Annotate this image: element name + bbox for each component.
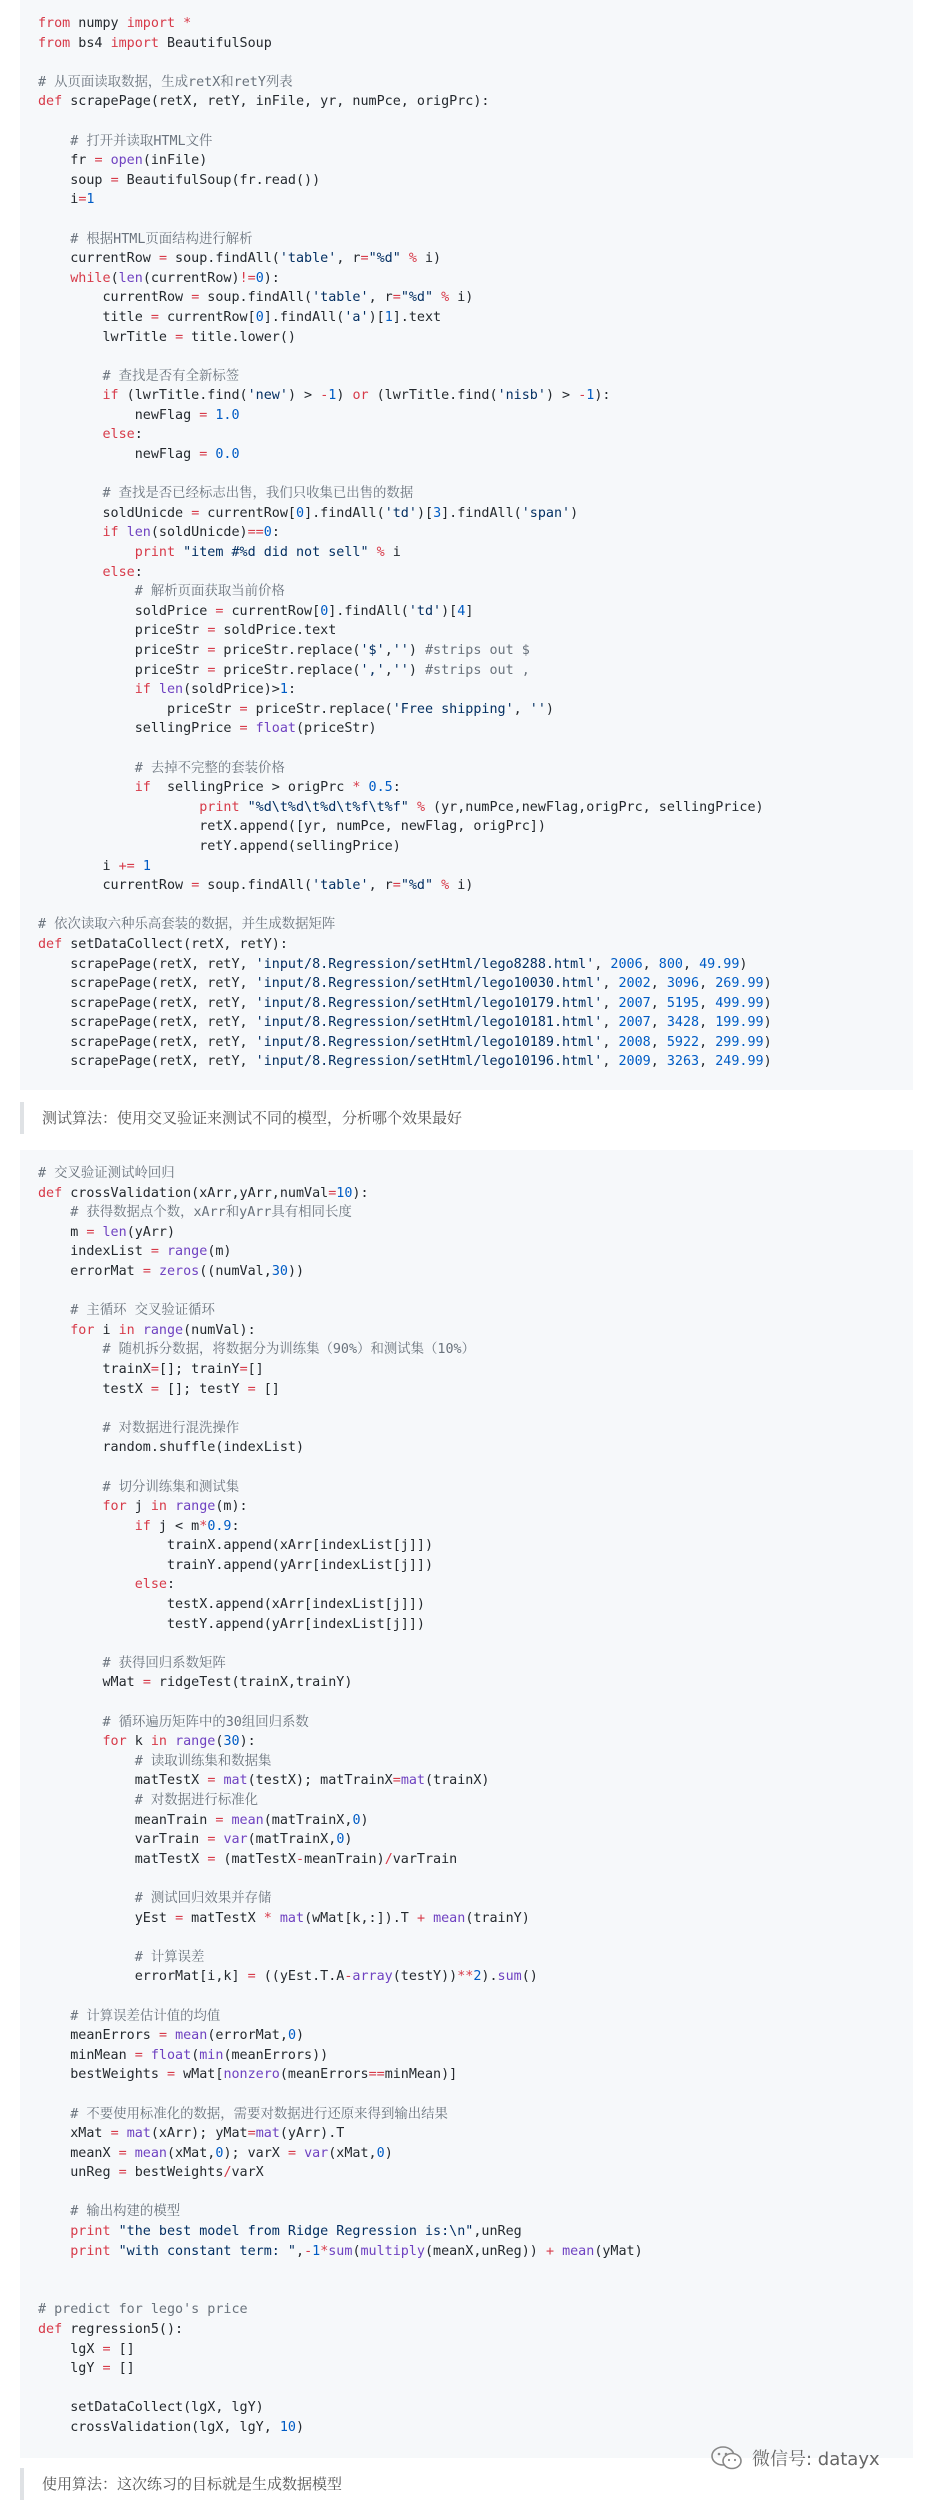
wechat-watermark [710, 2445, 880, 2471]
watermark-text: 微信号: datayx [752, 2449, 880, 2470]
code-block-cross-validation [20, 1150, 913, 2458]
code-block-scrape [20, 0, 913, 1090]
code-content: # 交叉验证测试岭回归 def crossValidation(xArr,yArr,numVal=10): # 获得数据点个数，xArr和yArr具有相同长度 m = len(yArr) indexList = range(m) errorMat = zeros((numVal,30)) # 主循环 交叉验证循环 for i in range(numVal): # 随机拆分数据，将数据分为训练集（90%）和测试集（10%） trainX=[]; trainY=[] testX = []; testY = [] # 对数据进行混洗操作 random.shuffle(indexList) # 切分训练集和测试集 for j in range(m): if j < m*0.9: trainX.append(xArr[indexList[j]]) trainY.append(yArr[indexList[j]]) else: testX.append(xArr[indexList[j]]) testY.append(yArr[indexList[j]]) # 获得回归系数矩阵 wMat = ridgeTest(trainX,trainY) # 循环遍历矩阵中的30组回归系数 for k in range(30): # 读取训练集和数据集 matTestX = mat(testX); matTrainX=mat(trainX) # 对数据进行标准化 meanTrain = mean(matTrainX,0) varTrain = var(matTrainX,0) matTestX = (matTestX-meanTrain)/varTrain # 测试回归效果并存储 yEst = matTestX * mat(wMat[k,:]).T + mean(trainY) # 计算误差 errorMat[i,k] = ((yEst.T.A-array(testY))**2).sum() # 计算误差估计值的均值 meanErrors = mean(errorMat,0) minMean = float(min(meanErrors)) bestWeights = wMat[nonzero(meanErrors==minMean)] # 不要使用标准化的数据，需要对数据进行还原来得到输出结果 xMat = mat(xArr); yMat=mat(yArr).T meanX = mean(xMat,0); varX = var(xMat,0) unReg = bestWeights/varX # 输出构建的模型 print "the best model from Ridge Regression is:\n",unReg print "with constant term: ",-1*sum(multiply(meanX,unReg)) + mean(yMat) # predict for lego's price def regression5(): lgX = [] lgY = [] setDataCollect(lgX, lgY) crossValidation(lgX, lgY, 10) [38, 1166, 643, 2435]
wechat-icon [710, 2445, 744, 2471]
section-note-test-algorithm [20, 1102, 913, 1134]
note-text: 测试算法：使用交叉验证来测试不同的模型，分析哪个效果最好 [42, 1109, 463, 1127]
note-text: 使用算法：这次练习的目标就是生成数据模型 [42, 2475, 343, 2493]
section-note-use-algorithm [20, 2468, 913, 2500]
code-content: from numpy import * from bs4 import BeautifulSoup # 从页面读取数据，生成retX和retY列表 def scrapePage(retX, retY, inFile, yr, numPce, origPrc): # 打开并读取HTML文件 fr = open(inFile) soup = BeautifulSoup(fr.read()) i=1 # 根据HTML页面结构进行解析 currentRow = soup.findAll('table', r="%d" % i) while(len(currentRow)!=0): currentRow = soup.findAll('table', r="%d" % i) title = currentRow[0].findAll('a')[1].text lwrTitle = title.lower() # 查找是否有全新标签 if (lwrTitle.find('new') > -1) or (lwrTitle.find('nisb') > -1): newFlag = 1.0 else: newFlag = 0.0 # 查找是否已经标志出售，我们只收集已出售的数据 soldUnicde = currentRow[0].findAll('td')[3].findAll('span') if len(soldUnicde)==0: print "item #%d did not sell" % i else: # 解析页面获取当前价格 soldPrice = currentRow[0].findAll('td')[4] priceStr = soldPrice.text priceStr = priceStr.replace('$','') #strips out $ priceStr = priceStr.replace(',','') #strips out , if len(soldPrice)>1: priceStr = priceStr.replace('Free shipping', '') sellingPrice = float(priceStr) # 去掉不完整的套装价格 if sellingPrice > origPrc * 0.5: print "%d\t%d\t%d\t%f\t%f" % (yr,numPce,newFlag,origPrc, sellingPrice) retX.append([yr, numPce, newFlag, origPrc]) retY.append(sellingPrice) i += 1 currentRow = soup.findAll('table', r="%d" % i) # 依次读取六种乐高套装的数据，并生成数据矩阵 def setDataCollect(retX, retY): scrapePage(retX, retY, 'input/8.Regression/setHtml/lego8288.html', 2006, 800, 49.99) scrapePage(retX, retY, 'input/8.Regression/setHtml/lego10030.html', 2002, 3096, 269.99) scrapePage(retX, retY, 'input/8.Regression/setHtml/lego10179.html', 2007, 5195, 499.99) scrapePage(retX, retY, 'input/8.Regression/setHtml/lego10181.html', 2007, 3428, 199.99) scrapePage(retX, retY, 'input/8.Regression/setHtml/lego10189.html', 2008, 5922, 299.99) scrapePage(retX, retY, 'input/8.Regression/setHtml/lego10196.html', 2009, 3263, 249.99) [38, 16, 772, 1070]
